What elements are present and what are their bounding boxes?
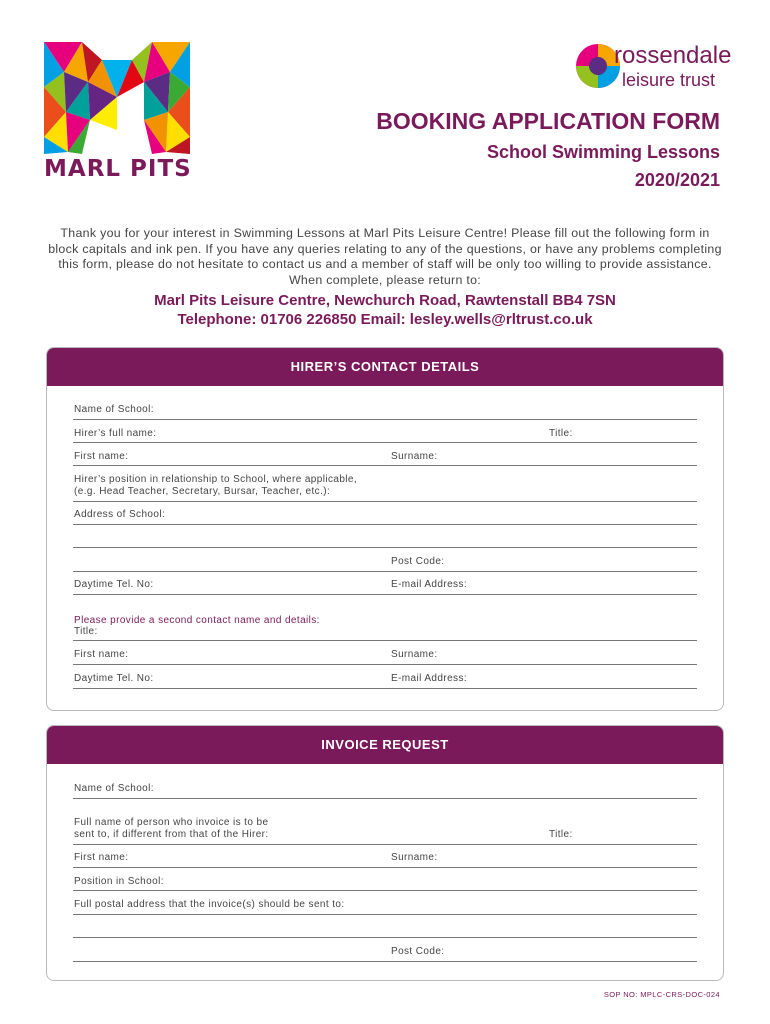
name-of-school-field[interactable] <box>73 419 697 420</box>
surname2-label: Surname: <box>391 649 438 660</box>
invoice-address-line2-field[interactable] <box>73 937 697 938</box>
invoice-address-label: Full postal address that the invoice(s) should be sent to: <box>74 899 345 910</box>
invoice-post-code-label: Post Code: <box>391 946 445 957</box>
address-of-school-label: Address of School: <box>74 509 166 520</box>
second-contact-label: Please provide a second contact name and details: <box>74 615 320 626</box>
post-code-label: Post Code: <box>391 556 445 567</box>
position-label-line2: (e.g. Head Teacher, Secretary, Bursar, Teacher, etc.): <box>74 486 331 497</box>
daytime-tel-label: Daytime Tel. No: <box>74 579 154 590</box>
first-name-label: First name: <box>74 451 129 462</box>
address-line-2-field[interactable] <box>73 547 697 548</box>
invoice-name-label-line2: sent to, if different from that of the Hirer: <box>74 829 269 840</box>
post-code-field[interactable] <box>73 571 697 572</box>
invoice-first-name-field[interactable] <box>73 867 697 868</box>
invoice-school-label: Name of School: <box>74 783 154 794</box>
first-name2-field[interactable] <box>73 664 697 665</box>
invoice-position-label: Position in School: <box>74 876 164 887</box>
intro-text: Thank you for your interest in Swimming Lessons at Marl Pits Leisure Centre! Please fill out the following form in block capitals and ink pen. If you have any queries relating to any of the questions, or have any problems completing this form, please do not hesitate to contact us and a member of staff will be only too willing to provide assistance. When complete, please return to: <box>48 226 722 288</box>
title-label: Title: <box>549 428 573 439</box>
hirer-contact-heading: HIRER’S CONTACT DETAILS <box>47 348 723 386</box>
invoice-school-field[interactable] <box>73 798 697 799</box>
return-address: Marl Pits Leisure Centre, Newchurch Road, Rawtenstall BB4 7SN <box>154 292 616 309</box>
invoice-post-code-field[interactable] <box>73 961 697 962</box>
contact-telephone-email: Telephone: 01706 226850 Email: lesley.wells@rltrust.co.uk <box>177 311 593 328</box>
position-field[interactable] <box>73 501 697 502</box>
rossendale-logo-text: rossendale <box>614 42 732 69</box>
invoice-title-label: Title: <box>549 829 573 840</box>
invoice-request-heading: INVOICE REQUEST <box>47 726 723 764</box>
email2-label: E-mail Address: <box>391 673 468 684</box>
surname-label: Surname: <box>391 451 438 462</box>
first-name-field[interactable] <box>73 465 697 466</box>
title2-label: Title: <box>74 626 98 637</box>
daytime-tel2-label: Daytime Tel. No: <box>74 673 154 684</box>
invoice-request-panel <box>46 725 724 981</box>
hirer-full-name-field[interactable] <box>73 442 697 443</box>
form-year: 2020/2021 <box>634 170 720 190</box>
daytime-tel-field[interactable] <box>73 594 697 595</box>
name-of-school-label: Name of School: <box>74 404 154 415</box>
leisure-trust-logo-text: leisure trust <box>622 70 716 90</box>
invoice-first-name-label: First name: <box>74 852 129 863</box>
invoice-name-label-line1: Full name of person who invoice is to be <box>74 817 269 828</box>
invoice-address-line1-field[interactable] <box>73 914 697 915</box>
hirer-contact-panel <box>46 347 724 711</box>
email-label: E-mail Address: <box>391 579 468 590</box>
invoice-position-field[interactable] <box>73 890 697 891</box>
invoice-name-field[interactable] <box>73 844 697 845</box>
position-label-line1: Hirer’s position in relationship to School, where applicable, <box>74 474 358 485</box>
marl-pits-logo-text: MARL PITS <box>44 156 192 182</box>
daytime-tel2-field[interactable] <box>73 688 697 689</box>
form-subtitle: School Swimming Lessons <box>486 142 720 162</box>
form-title: BOOKING APPLICATION FORM <box>376 108 720 134</box>
first-name2-label: First name: <box>74 649 129 660</box>
invoice-surname-label: Surname: <box>391 852 438 863</box>
sop-number: SOP NO: MPLC-CRS-DOC-024 <box>603 990 720 999</box>
address-line-1-field[interactable] <box>73 524 697 525</box>
title2-field[interactable] <box>73 640 697 641</box>
hirer-full-name-label: Hirer’s full name: <box>74 428 157 439</box>
